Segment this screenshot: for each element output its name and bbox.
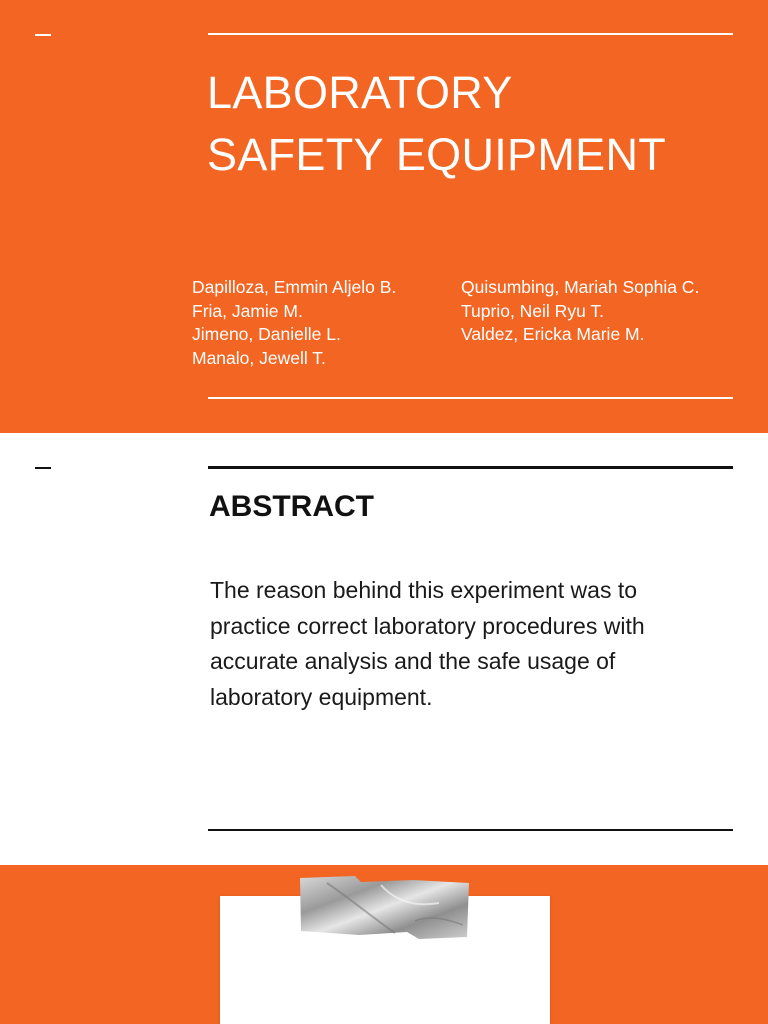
top-divider (208, 466, 733, 469)
slide-marker (35, 467, 51, 469)
top-divider (208, 33, 733, 35)
tape-strip-icon (297, 875, 472, 943)
abstract-section (0, 433, 768, 865)
author-list-left (192, 276, 396, 370)
author-name: Manalo, Jewell T. (192, 347, 326, 368)
bottom-divider (208, 829, 733, 831)
author-name: Fria, Jamie M. (192, 300, 303, 321)
next-section (0, 865, 768, 1024)
slide-marker (35, 34, 51, 36)
page-title-line-2: SAFETY EQUIPMENT (207, 129, 667, 180)
author-list-right (461, 276, 699, 347)
title-section (0, 0, 768, 433)
abstract-body: The reason behind this experiment was to practice correct laboratory procedures with accurate analysis and the safe usage of laboratory equipment. (210, 577, 645, 710)
author-name: Dapilloza, Emmin Aljelo B. (192, 277, 397, 297)
abstract-heading: ABSTRACT (209, 490, 374, 523)
author-name: Jimeno, Danielle L. (192, 324, 341, 344)
author-name: Valdez, Ericka Marie M. (461, 324, 645, 344)
bottom-divider (208, 397, 733, 399)
page-title-line-1: LABORATORY (207, 67, 513, 118)
author-name: Tuprio, Neil Ryu T. (461, 300, 604, 321)
author-name: Quisumbing, Mariah Sophia C. (461, 277, 700, 297)
